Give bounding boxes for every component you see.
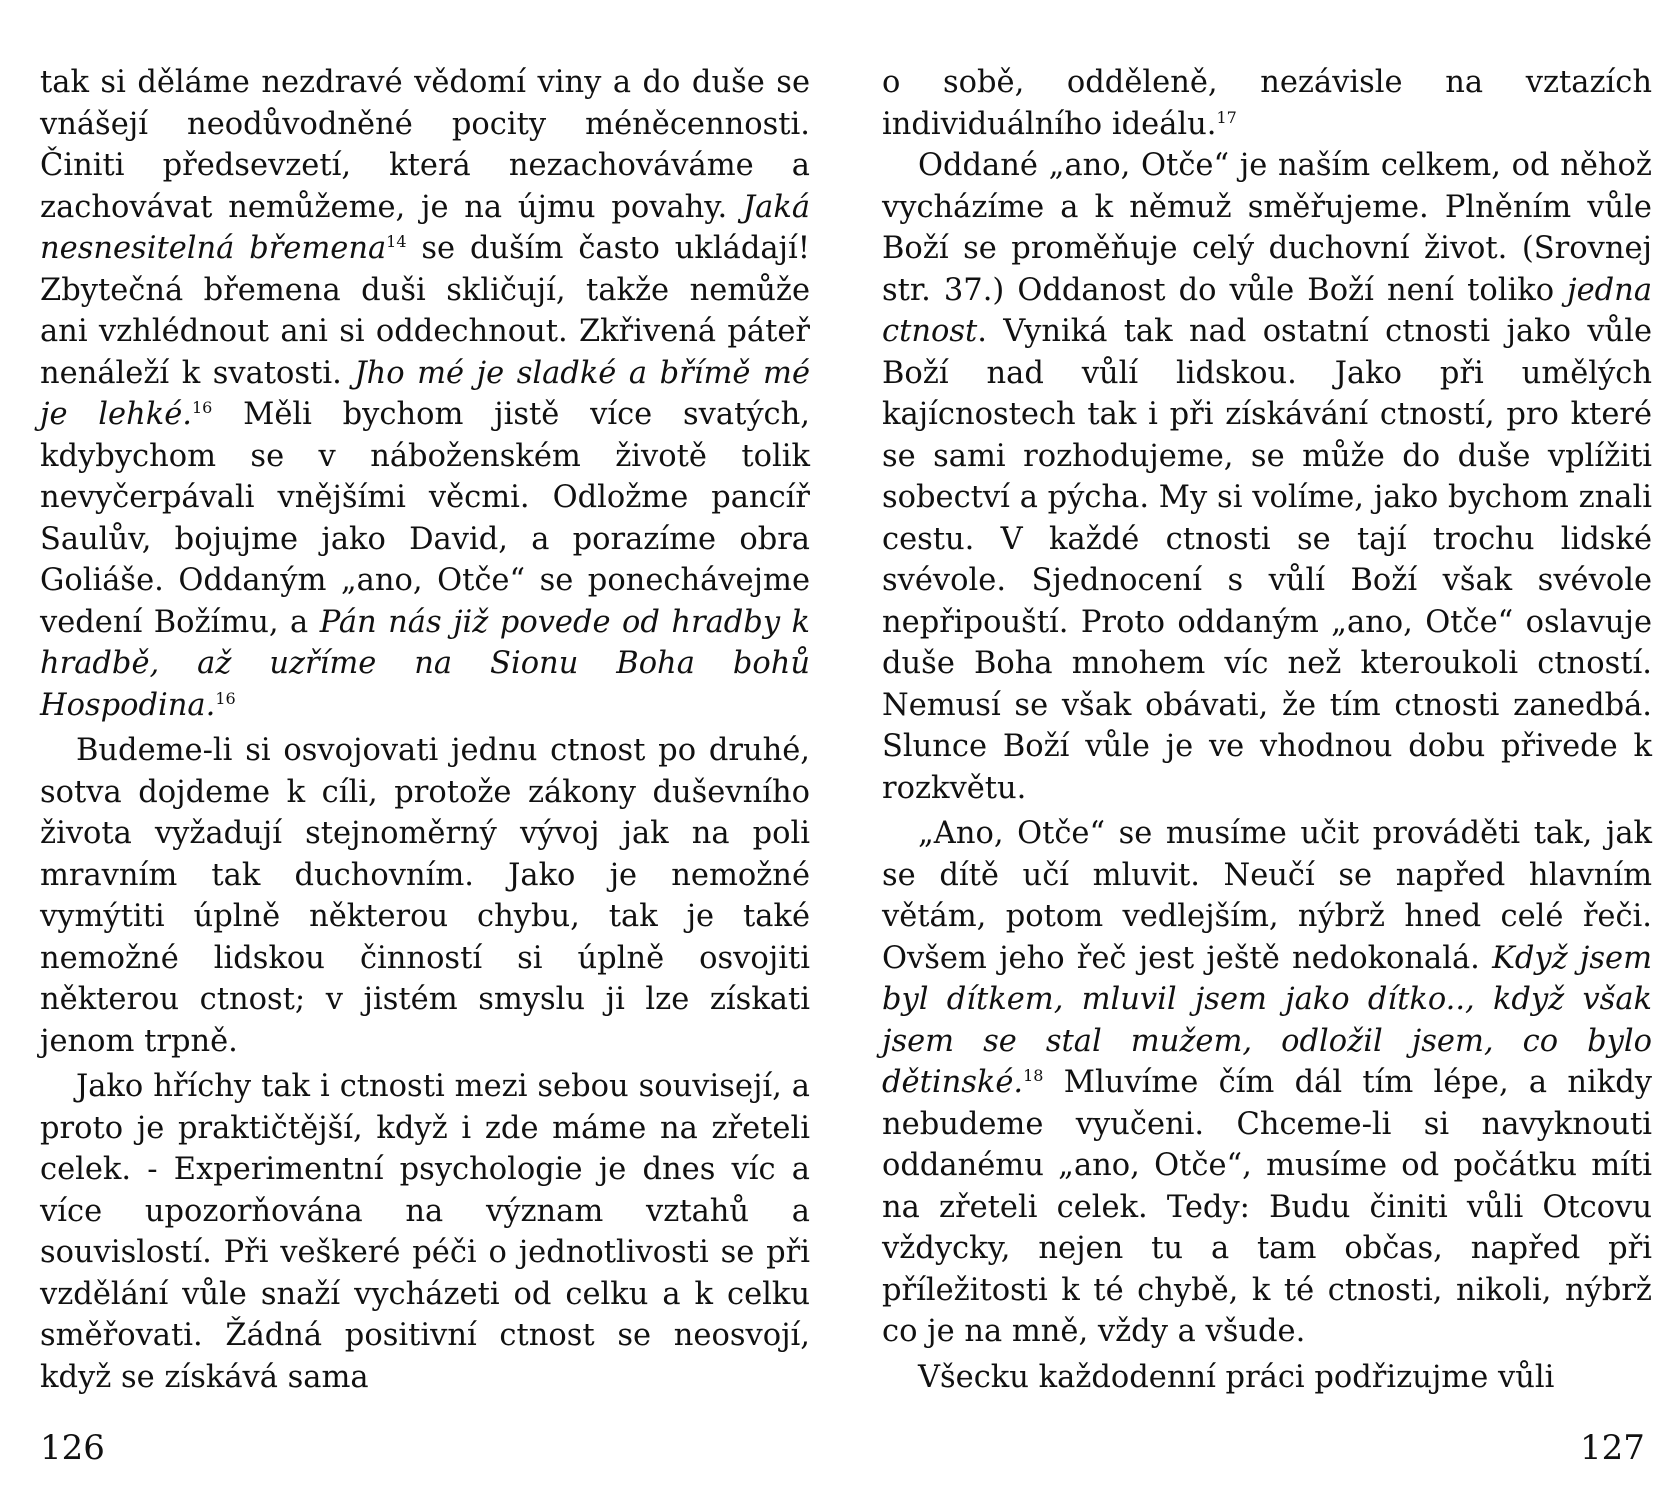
scripture-quote: Pán nás již povede od hradby k hradbě, až uzříme na Sionu Boha bohů Hospodina. <box>40 604 810 723</box>
text-run: o sobě, odděleně, nezávisle na vztazích individuálního ideálu. <box>882 65 1652 142</box>
scripture-quote: Když jsem byl dítkem, mluvil jsem jako dítko.., když však jsem se stal mužem, odložil jsem, co bylo dětinské. <box>882 940 1652 1100</box>
left-paragraph-1 <box>40 62 810 726</box>
right-paragraph-3 <box>882 813 1652 1353</box>
footnote-ref: 18 <box>1023 1065 1044 1085</box>
text-run: Oddané „ano, Otče“ je naším celkem, od něhož vycházíme a k němuž směřujeme. Plněním vůle Boží se proměňuje celý duchovní život. (Srovnej str. 37.) Oddanost do vůle Boží není toliko <box>882 148 1652 308</box>
footnote-ref: 14 <box>386 231 407 251</box>
left-paragraph-2: Budeme-li si osvojovati jednu ctnost po druhé, sotva dojdeme k cíli, protože zákony duševního života vyžadují stejnoměrný vývoj jak na poli mravním tak duchovním. Jako je nemožné vymýtiti úplně některou chybu, tak je také nemožné lidskou činností si úplně osvojiti některou ctnost; v jistém smyslu ji lze získati jenom trpně. <box>40 733 810 1059</box>
text-run: „Ano, Otče“ se musíme učit prováděti tak, jak se dítě učí mluvit. Neučí se napřed hlavním větám, potom vedlejším, nýbrž hned celé řeči. Ovšem jeho řeč jest ještě nedokonalá. <box>882 816 1652 976</box>
text-run: . Vyniká tak nad ostatní ctnosti jako vůle Boží nad vůlí lidskou. Jako při umělých kajícnostech tak i při získávání ctností, pro které se sami rozhodujeme, se může do duše vplížiti sobectví a pýcha. My si volíme, jako bychom znali cestu. V každé ctnosti se tají trochu lidské svévole. Sjednocení s vůlí Boží však svévole nepřipouští. Proto oddaným „ano, Otče“ oslavuje duše Boha mnohem víc než kteroukoli ctností. Nemusí se však obávati, že tím ctnosti zanedbá. Slunce Boží vůle je ve vhodnou dobu přivede k rozkvětu. <box>882 314 1652 806</box>
footnote-ref: 16 <box>215 688 236 708</box>
scripture-quote: Jaká nesnesitelná břemena <box>40 189 810 266</box>
right-paragraph-2 <box>882 145 1652 809</box>
right-page-text <box>882 62 1652 1398</box>
text-run: se duším často ukládají! Zbytečná břemena duši skličují, takže nemůže ani vzhlédnout ani si oddechnout. Zkřivená páteř nenáleží k svatosti. <box>40 231 810 391</box>
emphasis: jedna ctnost <box>882 272 1652 349</box>
left-page-text <box>40 62 810 1398</box>
right-paragraph-1 <box>882 62 1652 145</box>
right-paragraph-4: Všecku každodenní práci podřizujme vůli <box>918 1359 1555 1395</box>
text-run: Mluvíme čím dál tím lépe, a nikdy nebudeme vyučeni. Chceme-li si navyknouti oddanému „ano, Otče“, musíme od počátku míti na zřeteli celek. Tedy: Budu činiti vůli Otcovu vždycky, nejen tu a tam občas, napřed při příležitosti k té chybě, k té ctnosti, nikoli, nýbrž co je na mně, vždy a všude. <box>882 1065 1652 1349</box>
text-run: Měli bychom jistě více svatých, kdybychom se v náboženském životě tolik nevyčerpávali vnějšími věcmi. Odložme pancíř Saulův, bojujme jako David, a porazíme obra Goliáše. Oddaným „ano, Otče“ se ponechávejme vedení Božímu, a <box>40 397 810 640</box>
scripture-quote: Jho mé je sladké a břímě mé je lehké. <box>40 355 811 432</box>
footnote-ref: 17 <box>1216 107 1237 127</box>
page-number-right: 127 <box>1580 1428 1645 1468</box>
left-paragraph-3: Jako hříchy tak i ctnosti mezi sebou souvisejí, a proto je praktičtější, když i zde máme na zřeteli celek. - Experimentní psychologie je dnes víc a více upozorňována na význam vztahů a souvislostí. Při veškeré péči o jednotlivosti se při vzdělání vůle snaží vycházeti od celku a k celku směřovati. Žádná positivní ctnost se neosvojí, když se získává sama <box>40 1069 810 1395</box>
text-run: tak si děláme nezdravé vědomí viny a do duše se vnášejí neodůvodněné pocity méněcennosti. Činiti předsevzetí, která nezachováváme a zachovávat nemůžeme, je na újmu povahy. <box>40 65 810 225</box>
footnote-ref: 16 <box>191 397 213 417</box>
page-number-left: 126 <box>40 1428 105 1468</box>
